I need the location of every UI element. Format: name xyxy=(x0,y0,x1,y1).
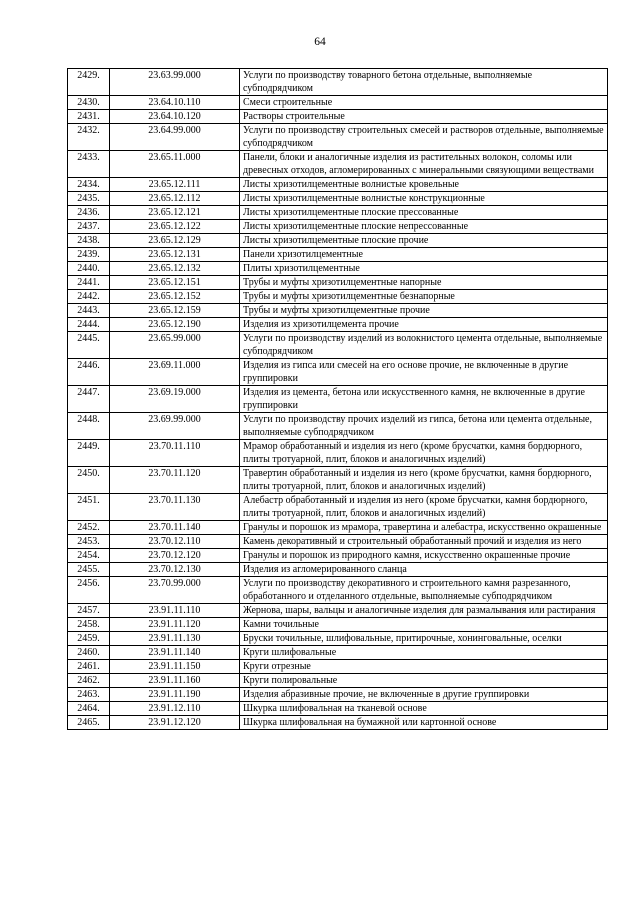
table-row xyxy=(68,674,608,688)
item-name: Трубы и муфты хризотилцементные безнапорные xyxy=(240,290,608,304)
table-row xyxy=(68,604,608,618)
okpd-code: 23.70.11.130 xyxy=(110,494,240,521)
row-number: 2436. xyxy=(68,206,110,220)
item-name: Услуги по производству декоративного и строительного камня разрезанного, обработанного и отделанного отдельные, выполняемые субподрядчиком xyxy=(240,577,608,604)
row-number: 2462. xyxy=(68,674,110,688)
item-name: Изделия из хризотилцемента прочие xyxy=(240,318,608,332)
table-row xyxy=(68,359,608,386)
okpd-code: 23.91.11.190 xyxy=(110,688,240,702)
okpd-code: 23.65.12.132 xyxy=(110,262,240,276)
table-row xyxy=(68,151,608,178)
table-row xyxy=(68,494,608,521)
okpd-code: 23.69.11.000 xyxy=(110,359,240,386)
okpd-code: 23.70.99.000 xyxy=(110,577,240,604)
row-number: 2448. xyxy=(68,413,110,440)
item-name: Круги шлифовальные xyxy=(240,646,608,660)
item-name: Трубы и муфты хризотилцементные прочие xyxy=(240,304,608,318)
table-row xyxy=(68,192,608,206)
table-row xyxy=(68,577,608,604)
table-row xyxy=(68,234,608,248)
table-row xyxy=(68,262,608,276)
okpd-code: 23.64.10.120 xyxy=(110,110,240,124)
row-number: 2465. xyxy=(68,716,110,730)
table-row xyxy=(68,304,608,318)
item-name: Жернова, шары, вальцы и аналогичные изделия для размалывания или растирания xyxy=(240,604,608,618)
item-name: Шкурка шлифовальная на тканевой основе xyxy=(240,702,608,716)
item-name: Круги полировальные xyxy=(240,674,608,688)
item-name: Трубы и муфты хризотилцементные напорные xyxy=(240,276,608,290)
item-name: Растворы строительные xyxy=(240,110,608,124)
table-row xyxy=(68,413,608,440)
okpd-code: 23.70.12.130 xyxy=(110,563,240,577)
row-number: 2442. xyxy=(68,290,110,304)
row-number: 2451. xyxy=(68,494,110,521)
okpd-code: 23.65.12.121 xyxy=(110,206,240,220)
row-number: 2463. xyxy=(68,688,110,702)
table-row xyxy=(68,248,608,262)
okpd-code: 23.65.12.122 xyxy=(110,220,240,234)
okpd-code: 23.65.12.190 xyxy=(110,318,240,332)
okpd-code: 23.91.11.160 xyxy=(110,674,240,688)
okpd-code: 23.91.12.110 xyxy=(110,702,240,716)
item-name: Шкурка шлифовальная на бумажной или картонной основе xyxy=(240,716,608,730)
row-number: 2432. xyxy=(68,124,110,151)
table-row xyxy=(68,646,608,660)
row-number: 2433. xyxy=(68,151,110,178)
item-name: Камни точильные xyxy=(240,618,608,632)
item-name: Услуги по производству строительных смесей и растворов отдельные, выполняемые субподрядчиком xyxy=(240,124,608,151)
item-name: Смеси строительные xyxy=(240,96,608,110)
classifier-table xyxy=(67,68,608,730)
row-number: 2443. xyxy=(68,304,110,318)
row-number: 2446. xyxy=(68,359,110,386)
table-row xyxy=(68,549,608,563)
item-name: Изделия из цемента, бетона или искусственного камня, не включенные в другие группировки xyxy=(240,386,608,413)
item-name: Листы хризотилцементные волнистые кровельные xyxy=(240,178,608,192)
item-name: Панели, блоки и аналогичные изделия из растительных волокон, соломы или древесных отходов, агломерированных с минеральными связующими веществами xyxy=(240,151,608,178)
okpd-code: 23.65.99.000 xyxy=(110,332,240,359)
item-name: Листы хризотилцементные плоские непрессованные xyxy=(240,220,608,234)
item-name: Гранулы и порошок из природного камня, искусственно окрашенные прочие xyxy=(240,549,608,563)
okpd-code: 23.91.12.120 xyxy=(110,716,240,730)
okpd-code: 23.65.12.111 xyxy=(110,178,240,192)
okpd-code: 23.69.99.000 xyxy=(110,413,240,440)
table-row xyxy=(68,618,608,632)
okpd-code: 23.69.19.000 xyxy=(110,386,240,413)
row-number: 2445. xyxy=(68,332,110,359)
okpd-code: 23.91.11.150 xyxy=(110,660,240,674)
row-number: 2457. xyxy=(68,604,110,618)
table-row xyxy=(68,290,608,304)
okpd-code: 23.70.11.110 xyxy=(110,440,240,467)
table-row xyxy=(68,716,608,730)
item-name: Плиты хризотилцементные xyxy=(240,262,608,276)
okpd-code: 23.65.12.131 xyxy=(110,248,240,262)
okpd-code: 23.70.12.110 xyxy=(110,535,240,549)
row-number: 2461. xyxy=(68,660,110,674)
item-name: Услуги по производству прочих изделий из гипса, бетона или цемента отдельные, выполняемые субподрядчиком xyxy=(240,413,608,440)
row-number: 2458. xyxy=(68,618,110,632)
item-name: Листы хризотилцементные плоские прочие xyxy=(240,234,608,248)
item-name: Панели хризотилцементные xyxy=(240,248,608,262)
okpd-code: 23.65.12.112 xyxy=(110,192,240,206)
row-number: 2431. xyxy=(68,110,110,124)
row-number: 2456. xyxy=(68,577,110,604)
table-row xyxy=(68,535,608,549)
item-name: Услуги по производству изделий из волокнистого цемента отдельные, выполняемые субподрядчиком xyxy=(240,332,608,359)
okpd-code: 23.91.11.120 xyxy=(110,618,240,632)
row-number: 2447. xyxy=(68,386,110,413)
row-number: 2435. xyxy=(68,192,110,206)
row-number: 2464. xyxy=(68,702,110,716)
okpd-code: 23.91.11.130 xyxy=(110,632,240,646)
table-row xyxy=(68,632,608,646)
row-number: 2459. xyxy=(68,632,110,646)
okpd-code: 23.70.11.140 xyxy=(110,521,240,535)
table-row xyxy=(68,440,608,467)
okpd-code: 23.64.99.000 xyxy=(110,124,240,151)
okpd-code: 23.65.12.159 xyxy=(110,304,240,318)
okpd-code: 23.63.99.000 xyxy=(110,69,240,96)
row-number: 2453. xyxy=(68,535,110,549)
row-number: 2429. xyxy=(68,69,110,96)
okpd-code: 23.64.10.110 xyxy=(110,96,240,110)
item-name: Мрамор обработанный и изделия из него (кроме брусчатки, камня бордюрного, плиты тротуарной, плит, блоков и аналогичных изделий) xyxy=(240,440,608,467)
row-number: 2430. xyxy=(68,96,110,110)
okpd-code: 23.65.12.151 xyxy=(110,276,240,290)
table-row xyxy=(68,318,608,332)
table-row xyxy=(68,96,608,110)
okpd-code: 23.91.11.140 xyxy=(110,646,240,660)
row-number: 2439. xyxy=(68,248,110,262)
row-number: 2452. xyxy=(68,521,110,535)
okpd-code: 23.65.11.000 xyxy=(110,151,240,178)
item-name: Травертин обработанный и изделия из него (кроме брусчатки, камня бордюрного, плиты тротуарной, плит, блоков и аналогичных изделий) xyxy=(240,467,608,494)
row-number: 2444. xyxy=(68,318,110,332)
row-number: 2450. xyxy=(68,467,110,494)
item-name: Гранулы и порошок из мрамора, травертина и алебастра, искусственно окрашенные xyxy=(240,521,608,535)
row-number: 2441. xyxy=(68,276,110,290)
table-row xyxy=(68,521,608,535)
okpd-code: 23.65.12.129 xyxy=(110,234,240,248)
item-name: Листы хризотилцементные плоские прессованные xyxy=(240,206,608,220)
row-number: 2438. xyxy=(68,234,110,248)
table-row xyxy=(68,178,608,192)
item-name: Бруски точильные, шлифовальные, притирочные, хонинговальные, оселки xyxy=(240,632,608,646)
item-name: Изделия из агломерированного сланца xyxy=(240,563,608,577)
row-number: 2440. xyxy=(68,262,110,276)
classifier-table-body xyxy=(68,69,608,730)
table-row xyxy=(68,110,608,124)
okpd-code: 23.70.11.120 xyxy=(110,467,240,494)
table-row xyxy=(68,702,608,716)
table-row xyxy=(68,660,608,674)
okpd-code: 23.65.12.152 xyxy=(110,290,240,304)
okpd-code: 23.91.11.110 xyxy=(110,604,240,618)
table-row xyxy=(68,220,608,234)
table-row xyxy=(68,206,608,220)
row-number: 2455. xyxy=(68,563,110,577)
row-number: 2434. xyxy=(68,178,110,192)
item-name: Изделия абразивные прочие, не включенные в другие группировки xyxy=(240,688,608,702)
table-row xyxy=(68,467,608,494)
okpd-code: 23.70.12.120 xyxy=(110,549,240,563)
table-row xyxy=(68,124,608,151)
item-name: Услуги по производству товарного бетона отдельные, выполняемые субподрядчиком xyxy=(240,69,608,96)
item-name: Изделия из гипса или смесей на его основе прочие, не включенные в другие группировки xyxy=(240,359,608,386)
row-number: 2437. xyxy=(68,220,110,234)
page-number: 64 xyxy=(314,36,326,48)
table-row xyxy=(68,276,608,290)
table-row xyxy=(68,386,608,413)
item-name: Алебастр обработанный и изделия из него (кроме брусчатки, камня бордюрного, плиты тротуарной, плит, блоков и аналогичных изделий) xyxy=(240,494,608,521)
item-name: Листы хризотилцементные волнистые конструкционные xyxy=(240,192,608,206)
item-name: Камень декоративный и строительный обработанный прочий и изделия из него xyxy=(240,535,608,549)
row-number: 2460. xyxy=(68,646,110,660)
row-number: 2454. xyxy=(68,549,110,563)
table-row xyxy=(68,332,608,359)
table-row xyxy=(68,563,608,577)
table-row xyxy=(68,688,608,702)
row-number: 2449. xyxy=(68,440,110,467)
table-row xyxy=(68,69,608,96)
item-name: Круги отрезные xyxy=(240,660,608,674)
